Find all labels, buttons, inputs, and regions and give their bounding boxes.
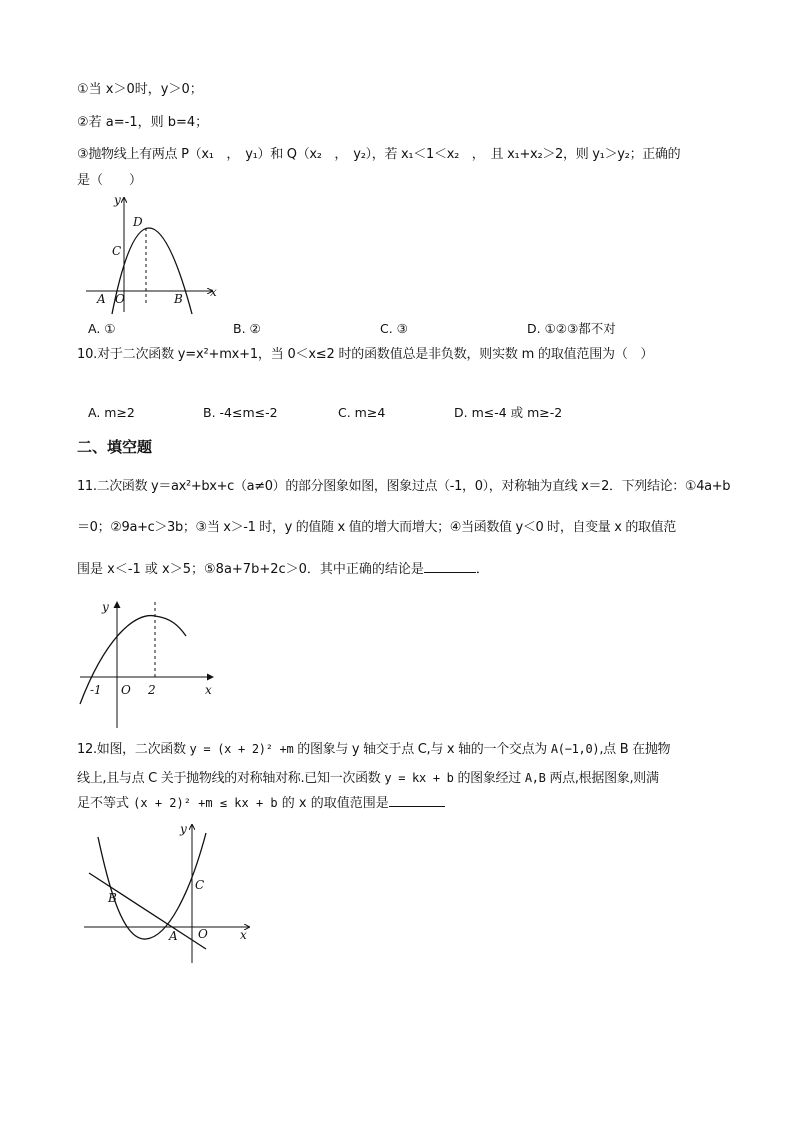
label-A: A	[97, 292, 106, 306]
q11-line-3-end: ．	[475, 562, 489, 577]
q9-statement-2: ②若 a=-1，则 b=4；	[77, 115, 209, 130]
linear-function-line	[89, 873, 206, 949]
q10-option-b: B. -4≤m≤-2	[203, 405, 278, 420]
label-y: y	[114, 193, 121, 207]
label-x: x	[205, 683, 212, 697]
q9-statement-3: ③抛物线上有两点 P（x₁ ， y₁）和 Q（x₂ ， y₂），若 x₁＜1＜x₂ ， 且 x₁+x₂＞2，则 y₁＞y₂；正确的	[77, 147, 681, 162]
label-B: B	[174, 292, 183, 306]
q12-point-a: A(−1,0)	[550, 742, 600, 756]
q12-text-1b: 的图象与 y 轴交于点 C,与 x 轴的一个交点为	[297, 742, 548, 757]
q11-line-2: ＝0；②9a+c＞3b；③当 x＞-1 时，y 的值随 x 值的增大而增大；④当函数值 y＜0 时，自变量 x 的取值范	[77, 520, 676, 535]
q9-parabola-graph	[84, 192, 224, 317]
section-title-fill-in: 二、填空题	[77, 438, 153, 456]
q12-text-1a: 12.如图，二次函数	[77, 742, 186, 757]
label-A: A	[169, 929, 178, 943]
q9-option-d: D. ①②③都不对	[527, 321, 616, 336]
q12-text-1c: ,点 B 在抛物	[599, 742, 671, 757]
label-y: y	[102, 600, 109, 614]
label-O: O	[198, 927, 208, 941]
q9-option-c: C. ③	[380, 321, 408, 336]
q12-text-3b: 的 x 的取值范围是	[281, 796, 389, 811]
parabola-curve	[98, 833, 206, 939]
q11-line-3-text: 围是 x＜-1 或 x＞5；⑤8a+7b+2c＞0．其中正确的结论是	[77, 562, 424, 577]
q12-equation-line: y = kx + b	[384, 771, 454, 785]
q11-parabola-graph	[76, 596, 226, 731]
label-x: x	[240, 928, 247, 942]
q12-line-2	[77, 769, 659, 788]
q12-points-ab: A,B	[524, 771, 546, 785]
label-y: y	[180, 822, 187, 836]
q12-answer-blank[interactable]	[389, 794, 445, 807]
q12-parabola-line-graph	[84, 823, 254, 968]
label-D: D	[133, 215, 143, 229]
label-2: 2	[148, 683, 156, 697]
q10-option-a: A. m≥2	[88, 405, 135, 420]
label-neg1: -1	[90, 683, 102, 697]
label-C: C	[195, 878, 205, 892]
q12-text-3a: 足不等式	[77, 796, 130, 811]
label-O: O	[121, 683, 131, 697]
q12-line-1	[77, 740, 670, 759]
q12-equation-parabola: y = (x + 2)² +m	[189, 742, 294, 756]
q10-stem: 10.对于二次函数 y=x²+mx+1，当 0＜x≤2 时的函数值总是非负数，则实数 m 的取值范围为（ ）	[77, 347, 654, 362]
q11-line-1: 11.二次函数 y＝ax²+bx+c（a≠0）的部分图象如图，图象过点（-1，0），对称轴为直线 x＝2．下列结论：①4a+b	[77, 479, 731, 494]
label-B: B	[108, 891, 117, 905]
q12-text-2c: 两点,根据图象,则满	[549, 771, 659, 786]
label-C: C	[112, 244, 122, 258]
q9-option-b: B. ②	[233, 321, 261, 336]
q10-option-c: C. m≥4	[338, 405, 386, 420]
label-x: x	[210, 285, 217, 299]
q12-text-2a: 线上,且与点 C 关于抛物线的对称轴对称.已知一次函数	[77, 771, 381, 786]
q12-inequality: (x + 2)² +m ≤ kx + b	[133, 796, 278, 810]
q10-option-d: D. m≤-4 或 m≥-2	[454, 405, 563, 420]
q11-line-3	[77, 560, 489, 579]
q12-line-3	[77, 794, 445, 813]
q12-text-2b: 的图象经过	[457, 771, 521, 786]
label-O: O	[115, 292, 125, 306]
q9-option-a: A. ①	[88, 321, 116, 336]
q9-statement-3-cont: 是（ ）	[77, 173, 143, 188]
q11-answer-blank[interactable]	[424, 560, 476, 573]
q9-statement-1: ①当 x＞0时，y＞0；	[77, 82, 203, 97]
